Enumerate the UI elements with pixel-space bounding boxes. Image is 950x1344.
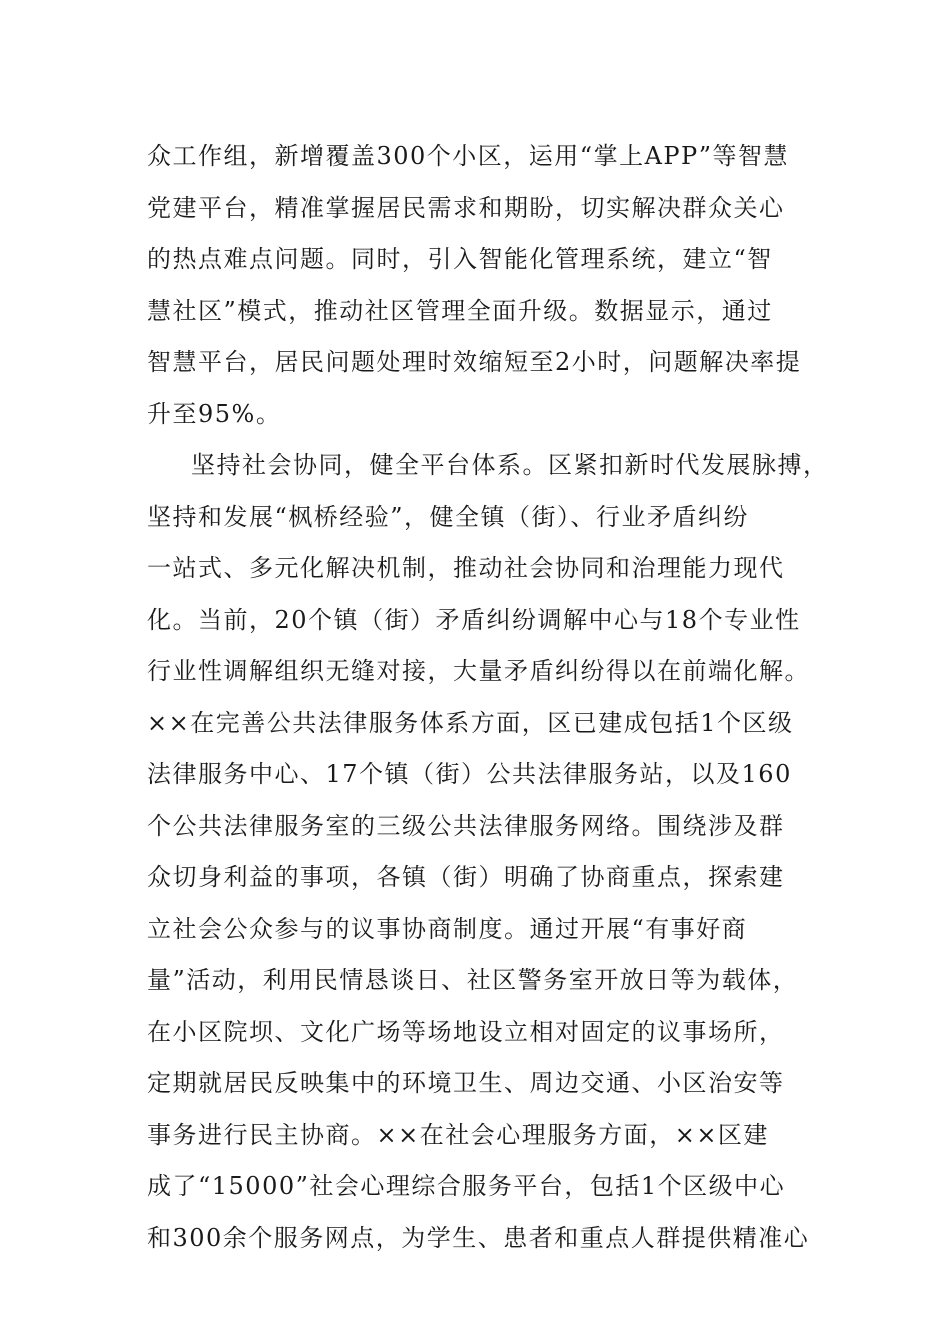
text-line: 智慧平台，居民问题处理时效缩短至2小时，问题解决率提 [147, 348, 802, 376]
text-line: 众工作组，新增覆盖300个小区，运用“掌上APP”等智慧 [147, 142, 789, 170]
text-line: 众切身利益的事项，各镇（街）明确了协商重点，探索建 [147, 863, 785, 891]
text-line: 成了“15000”社会心理综合服务平台，包括1个区级中心 [147, 1172, 786, 1200]
text-line: 立社会公众参与的议事协商制度。通过开展“有事好商 [147, 914, 748, 943]
text-line: 定期就居民反映集中的环境卫生、周边交通、小区治安等 [147, 1069, 785, 1097]
text-line: 和300余个服务网点，为学生、患者和重点人群提供精准心 [147, 1223, 810, 1252]
text-line: 化。当前，20个镇（街）矛盾纠纷调解中心与18个专业性 [147, 605, 801, 634]
text-line: 升至95%。 [147, 399, 282, 428]
text-line: 的热点难点问题。同时，引入智能化管理系统，建立“智 [147, 245, 773, 273]
text-line: 量”活动，利用民情恳谈日、社区警务室开放日等为载体， [147, 966, 799, 994]
text-line: 法律服务中心、17个镇（街）公共法律服务站，以及160 [147, 760, 792, 788]
text-line: 在小区院坝、文化广场等场地设立相对固定的议事场所， [147, 1017, 785, 1046]
text-line: 行业性调解组织无缝对接，大量矛盾纠纷得以在前端化解。 [147, 657, 810, 685]
text-line: 党建平台，精准掌握居民需求和期盼，切实解决群众关心 [147, 193, 785, 222]
text-line: 一站式、多元化解决机制，推动社会协同和治理能力现代 [147, 554, 785, 582]
text-line: 坚持和发展“枫桥经验”，健全镇（街）、行业矛盾纠纷 [147, 502, 750, 531]
paragraph-social-coordination [147, 440, 827, 1264]
text-line: 慧社区”模式，推动社区管理全面升级。数据显示，通过 [147, 296, 773, 325]
text-line: 事务进行民主协商。××在社会心理服务方面，××区建 [147, 1120, 769, 1149]
text-line: 坚持社会协同，健全平台体系。区紧扣新时代发展脉搏， [191, 451, 829, 479]
text-line: 个公共法律服务室的三级公共法律服务网络。围绕涉及群 [147, 811, 785, 840]
document-body [147, 131, 827, 1264]
text-line: ××在完善公共法律服务体系方面，区已建成包括1个区级 [147, 708, 794, 737]
paragraph-smart-community [147, 131, 827, 440]
